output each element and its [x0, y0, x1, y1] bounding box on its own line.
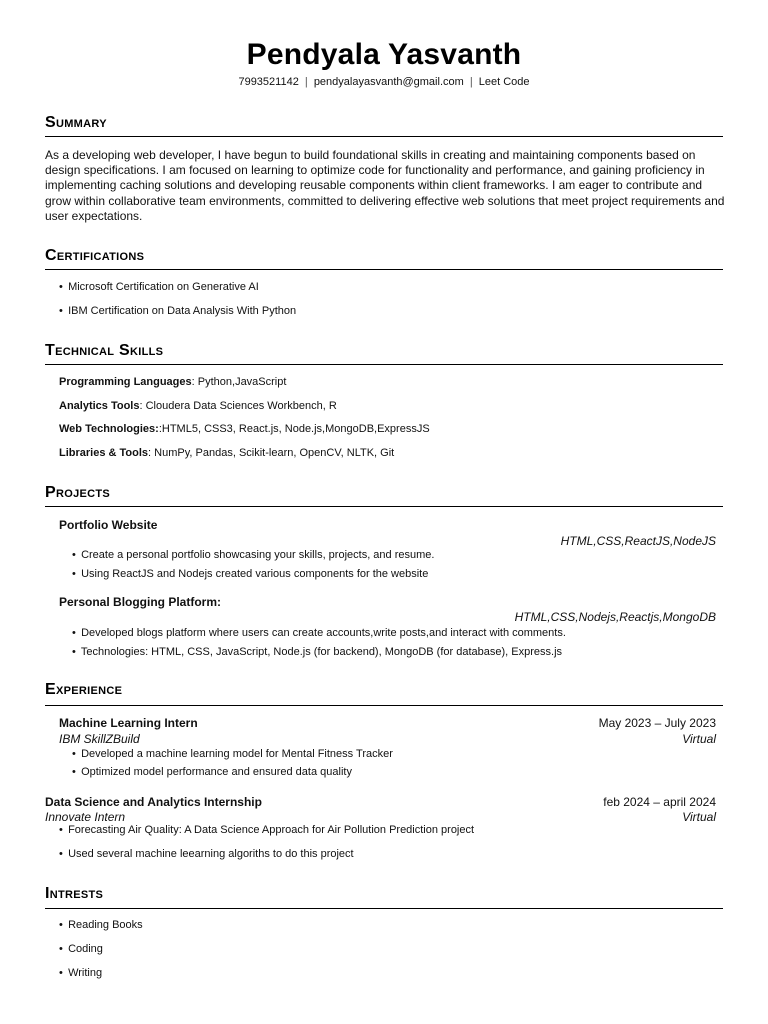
skill-value: NumPy, Pandas, Scikit-learn, OpenCV, NLTK, Git: [154, 447, 395, 459]
bullet-icon: •: [72, 646, 76, 658]
interests-heading: Intrests: [45, 885, 104, 902]
skill-value: HTML5, CSS3, React.js, Node.js,MongoDB,ExpressJS: [161, 423, 430, 435]
project-bullet: [72, 646, 562, 658]
experience-bullet: [72, 748, 393, 760]
candidate-name: Pendyala Yasvanth: [246, 38, 522, 71]
experience-org: IBM SkillZBuild: [59, 732, 140, 746]
section-divider: [45, 506, 723, 507]
bullet-icon: •: [72, 549, 76, 561]
experience-bullet-text: Forecasting Air Quality: A Data Science Approach for Air Pollution Prediction project: [68, 824, 475, 836]
section-divider: [45, 705, 723, 706]
skill-row: [59, 423, 430, 435]
interest-text: Reading Books: [68, 919, 143, 931]
interest-item: [59, 943, 103, 955]
skill-row: [59, 400, 337, 412]
bullet-icon: •: [59, 305, 63, 317]
leetcode-link[interactable]: Leet Code: [478, 76, 530, 88]
bullet-icon: •: [72, 568, 76, 580]
interest-item: [59, 919, 143, 931]
certification-text: IBM Certification on Data Analysis With Python: [68, 305, 297, 317]
bullet-icon: •: [59, 848, 63, 860]
bullet-icon: •: [72, 627, 76, 639]
email-link[interactable]: pendyalayasvanth@gmail.com: [313, 76, 464, 88]
experience-bullet: [59, 824, 474, 836]
project-bullet-text: Using ReactJS and Nodejs created various components for the website: [81, 568, 429, 580]
certifications-heading: Certifications: [45, 247, 145, 264]
skill-separator: :: [148, 447, 155, 459]
skill-label: Analytics Tools: [59, 400, 140, 412]
experience-dates: feb 2024 – april 2024: [603, 795, 716, 809]
experience-bullet: [59, 848, 354, 860]
experience-bullet-text: Developed a machine learning model for Mental Fitness Tracker: [81, 748, 393, 760]
experience-role: Data Science and Analytics Internship: [45, 795, 262, 809]
experience-role: Machine Learning Intern: [59, 716, 198, 730]
project-name: Portfolio Website: [59, 518, 158, 532]
project-bullet-text: Create a personal portfolio showcasing your skills, projects, and resume.: [81, 549, 435, 561]
interest-text: Writing: [68, 967, 103, 979]
certification-item: [59, 281, 259, 293]
section-divider: [45, 908, 723, 909]
skill-label: Libraries & Tools: [59, 447, 149, 459]
project-tech: HTML,CSS,ReactJS,NodeJS: [560, 534, 716, 548]
section-divider: [45, 269, 723, 270]
project-bullet: [72, 627, 566, 639]
section-divider: [45, 364, 723, 365]
experience-org: Innovate Intern: [45, 810, 126, 824]
skills-heading: Technical Skills: [45, 342, 164, 359]
project-bullet-text: Technologies: HTML, CSS, JavaScript, Node.js (for backend), MongoDB (for database), Express.js: [80, 646, 563, 658]
bullet-icon: •: [59, 967, 63, 979]
experience-bullet: [72, 766, 352, 778]
bullet-icon: •: [59, 943, 63, 955]
project-bullet: [72, 549, 434, 561]
section-divider: [45, 136, 723, 137]
interest-text: Coding: [68, 943, 103, 955]
skill-label: Web Technologies:: [59, 423, 159, 435]
bullet-icon: •: [59, 824, 63, 836]
bullet-icon: •: [72, 766, 76, 778]
project-bullet: [72, 568, 428, 580]
skill-label: Programming Languages: [59, 376, 192, 388]
bullet-icon: •: [59, 919, 63, 931]
bullet-icon: •: [72, 748, 76, 760]
project-name: Personal Blogging Platform:: [59, 595, 222, 609]
summary-heading: Summary: [45, 114, 107, 131]
skill-value: Cloudera Data Sciences Workbench, R: [145, 400, 337, 412]
phone-number: 7993521142: [238, 76, 299, 88]
certification-item: [59, 305, 296, 317]
skill-separator: :: [158, 423, 162, 435]
skill-value: Python,JavaScript: [197, 376, 287, 388]
project-bullet-text: Developed blogs platform where users can create accounts,write posts,and interact with comments.: [81, 627, 566, 639]
experience-bullet-text: Used several machine leearning algoriths to do this project: [68, 848, 354, 860]
experience-heading: Experience: [45, 681, 123, 698]
contact-line: [0, 76, 768, 88]
experience-location: Virtual: [682, 810, 716, 824]
bullet-icon: •: [59, 281, 63, 293]
skill-row: [59, 376, 286, 388]
skill-separator: :: [139, 400, 146, 412]
projects-heading: Projects: [45, 484, 111, 501]
experience-location: Virtual: [682, 732, 716, 746]
skill-separator: :: [191, 376, 198, 388]
skill-row: [59, 447, 394, 459]
experience-dates: May 2023 – July 2023: [598, 716, 716, 730]
project-tech: HTML,CSS,Nodejs,Reactjs,MongoDB: [514, 610, 716, 624]
experience-bullet-text: Optimized model performance and ensured data quality: [81, 766, 352, 778]
contact-separator: |: [469, 76, 473, 88]
contact-separator: |: [304, 76, 308, 88]
certification-text: Microsoft Certification on Generative AI: [68, 281, 259, 293]
summary-text: As a developing web developer, I have begun to build foundational skills in creating and maintaining components based on design specifications. I am focused on learning to optimize code for functionality and performance, and gaining proficiency in implementing caching solutions and developing reusable components within client frameworks. I am eager to contribute and grow within collaborative team environments, committed to delivering effective web solutions that meet project requirements and user expectations.: [45, 148, 725, 223]
interest-item: [59, 967, 102, 979]
